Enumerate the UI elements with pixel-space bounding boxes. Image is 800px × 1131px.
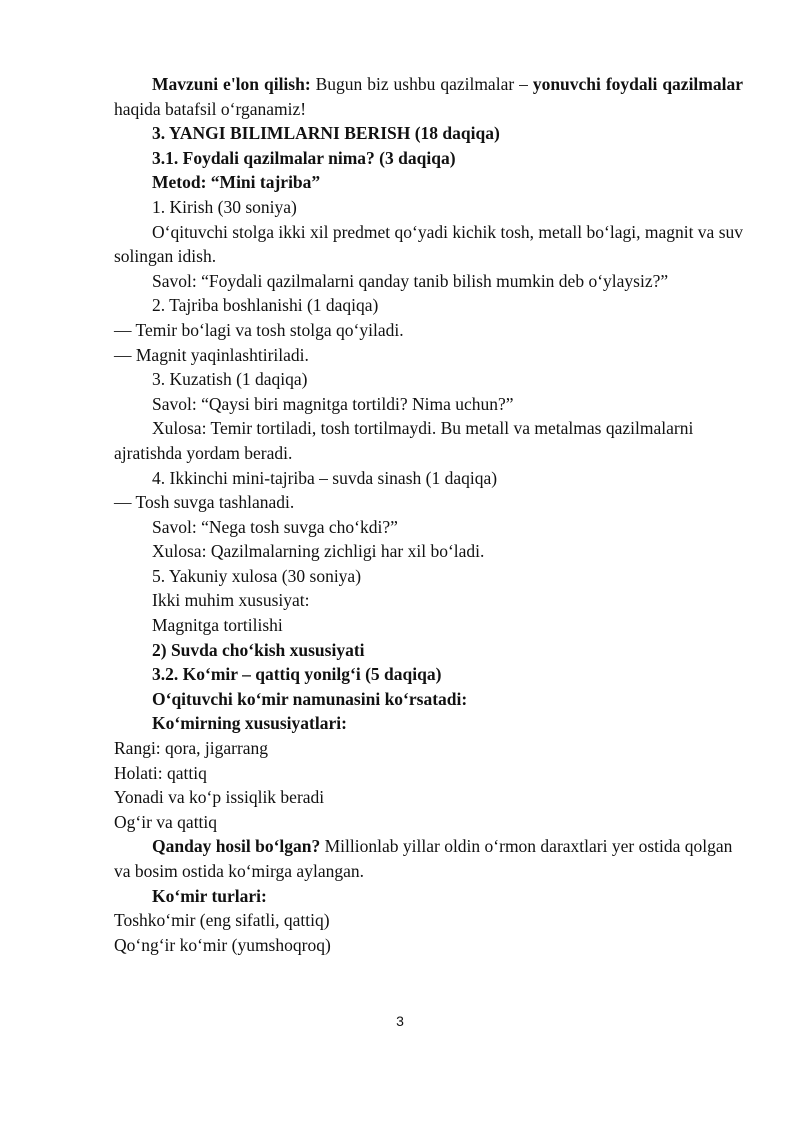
coal-origin-text: Millionlab yillar oldin o‘rmon daraxtlari yer ostida qolgan va bosim ostida ko‘mirga aylangan. xyxy=(114,836,733,881)
step-intro: 1. Kirish (30 soniya) xyxy=(152,196,297,217)
step-observation: 3. Kuzatish (1 daqiqa) xyxy=(152,369,308,390)
coal-type-item: Qo‘ng‘ir ko‘mir (yumshoqroq) xyxy=(114,934,331,955)
list-item: — Tosh suvga tashlanadi. xyxy=(114,492,295,513)
document-page xyxy=(114,72,743,957)
topic-emphasis: yonuvchi foydali qazilmalar xyxy=(532,74,743,94)
list-item: — Magnit yaqinlashtiriladi. xyxy=(114,344,309,365)
property-item-bold: 2) Suvda cho‘kish xususiyati xyxy=(152,639,365,660)
conclusion-1: Xulosa: Temir tortiladi, tosh tortilmaydi. Bu metall va metalmas qazilmalarni ajratishda yordam beradi. xyxy=(114,418,694,463)
topic-announcement xyxy=(114,72,743,121)
question-2: Savol: “Qaysi biri magnitga tortildi? Nima uchun?” xyxy=(152,393,514,414)
method-heading: Metod: “Mini tajriba” xyxy=(152,172,321,193)
step-experiment: 2. Tajriba boshlanishi (1 daqiqa) xyxy=(152,295,379,316)
coal-property: Yonadi va ko‘p issiqlik beradi xyxy=(114,787,325,808)
question-3: Savol: “Nega tosh suvga cho‘kdi?” xyxy=(152,516,398,537)
subsection-heading: 3.1. Foydali qazilmalar nima? (3 daqiqa) xyxy=(152,147,456,168)
coal-types-heading: Ko‘mir turlari: xyxy=(152,885,267,906)
key-properties-label: Ikki muhim xususiyat: xyxy=(152,590,310,611)
coal-property: Holati: qattiq xyxy=(114,762,207,783)
paragraph-teacher-items: O‘qituvchi stolga ikki xil predmet qo‘yadi kichik tosh, metall bo‘lagi, magnit va suv solingan idish. xyxy=(114,221,744,267)
coal-property: Og‘ir va qattiq xyxy=(114,811,218,832)
section-heading: 3. YANGI BILIMLARNI BERISH (18 daqiqa) xyxy=(152,123,500,144)
step-second-experiment: 4. Ikkinchi mini-tajriba – suvda sinash (1 daqiqa) xyxy=(152,467,498,488)
property-item: Magnitga tortilishi xyxy=(152,615,283,636)
subsection-heading-coal: 3.2. Ko‘mir – qattiq yonilg‘i (5 daqiqa) xyxy=(152,664,442,685)
teacher-shows-sample: O‘qituvchi ko‘mir namunasini ko‘rsatadi: xyxy=(152,688,468,709)
step-final: 5. Yakuniy xulosa (30 soniya) xyxy=(152,565,362,586)
page-number: 3 xyxy=(396,1013,404,1029)
list-item: — Temir bo‘lagi va tosh stolga qo‘yiladi. xyxy=(114,319,404,340)
topic-text-1: Bugun biz ushbu qazilmalar – xyxy=(310,74,533,94)
coal-origin-question: Qanday hosil bo‘lgan? xyxy=(152,836,321,857)
coal-property: Rangi: qora, jigarrang xyxy=(114,738,269,759)
topic-text-2: haqida batafsil o‘rganamiz! xyxy=(114,98,307,119)
coal-properties-heading: Ko‘mirning xususiyatlari: xyxy=(152,713,347,734)
topic-label: Mavzuni e'lon qilish: xyxy=(152,74,311,94)
question-1: Savol: “Foydali qazilmalarni qanday tanib bilish mumkin deb o‘ylaysiz?” xyxy=(152,270,669,291)
coal-type-item: Toshko‘mir (eng sifatli, qattiq) xyxy=(114,910,330,931)
coal-origin-paragraph xyxy=(114,834,743,883)
conclusion-2: Xulosa: Qazilmalarning zichligi har xil bo‘ladi. xyxy=(152,541,485,562)
